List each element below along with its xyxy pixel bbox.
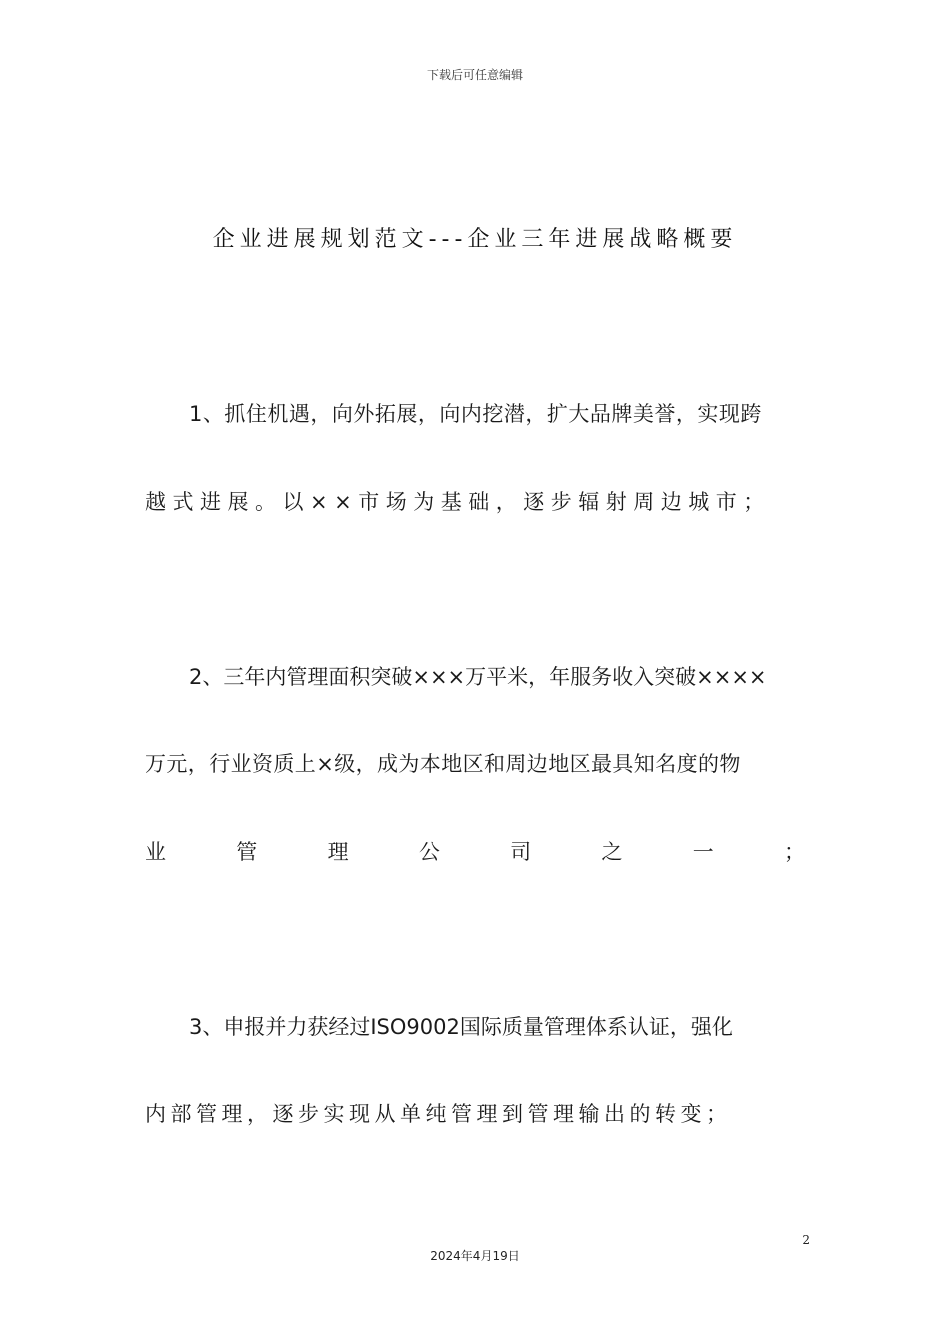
paragraph-1-line-2: 越式进展。以××市场为基础，逐步辐射周边城市； <box>145 490 771 514</box>
justified-char: ； <box>783 840 805 864</box>
paragraph-2-line-2: 万元，行业资质上×级，成为本地区和周边地区最具知名度的物 <box>145 752 741 776</box>
justified-char: 之 <box>601 840 623 864</box>
paragraph-3-line-2: 内部管理，逐步实现从单纯管理到管理输出的转变； <box>145 1102 732 1126</box>
justified-char: 业 <box>145 840 166 864</box>
page-header: 下载后可任意编辑 <box>426 68 523 82</box>
justified-char: 理 <box>327 840 349 864</box>
paragraph-2-line-3 <box>145 836 805 866</box>
paragraph-3-line-1: 3、申报并力获经过ISO9002国际质量管理体系认证，强化 <box>189 1015 733 1039</box>
justified-char: 公 <box>418 840 440 864</box>
footer-date: 2024年4月19日 <box>430 1249 520 1263</box>
justified-char: 管 <box>236 840 258 864</box>
page-number: 2 <box>802 1233 810 1247</box>
paragraph-2-line-1: 2、三年内管理面积突破×××万平米，年服务收入突破×××× <box>189 665 767 689</box>
document-title: 企业进展规划范文---企业三年进展战略概要 <box>212 227 738 252</box>
paragraph-1-line-1: 1、抓住机遇，向外拓展，向内挖潜，扩大品牌美誉，实现跨 <box>189 402 762 426</box>
justified-char: 一 <box>692 840 714 864</box>
justified-char: 司 <box>510 840 532 864</box>
